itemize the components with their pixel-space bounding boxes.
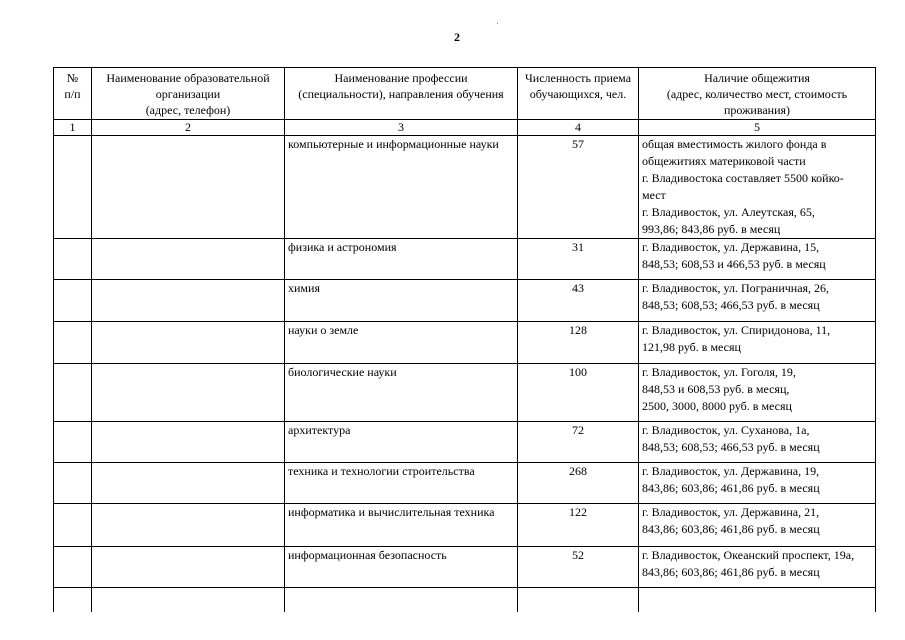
- row-number-cell: [54, 364, 92, 422]
- empty-cell: [92, 588, 285, 613]
- page-number: 2: [454, 30, 460, 44]
- organization-cell: [92, 364, 285, 422]
- count-cell: 128: [518, 322, 639, 364]
- organization-cell: [92, 422, 285, 463]
- header-number: № п/п: [54, 68, 92, 120]
- profession-cell: физика и астрономия: [285, 239, 518, 280]
- count-cell: 100: [518, 364, 639, 422]
- profession-cell: архитектура: [285, 422, 518, 463]
- count-cell: 43: [518, 280, 639, 322]
- row-number-cell: [54, 547, 92, 588]
- table-row: [54, 547, 876, 588]
- count-cell: 122: [518, 504, 639, 547]
- dormitory-cell: г. Владивосток, ул. Суханова, 1а, 848,53; 608,53; 466,53 руб. в месяц: [639, 422, 876, 463]
- column-number: 4: [518, 120, 639, 136]
- profession-cell: химия: [285, 280, 518, 322]
- organization-cell: [92, 280, 285, 322]
- profession-cell: биологические науки: [285, 364, 518, 422]
- scan-speck: [497, 23, 498, 24]
- count-cell: 52: [518, 547, 639, 588]
- empty-cell: [54, 588, 92, 613]
- dormitory-cell: г. Владивосток, ул. Державина, 21, 843,86; 603,86; 461,86 руб. в месяц: [639, 504, 876, 547]
- table-row: [54, 280, 876, 322]
- row-number-cell: [54, 280, 92, 322]
- table-row: [54, 239, 876, 280]
- organization-cell: [92, 463, 285, 504]
- table-row: [54, 463, 876, 504]
- count-cell: 72: [518, 422, 639, 463]
- header-organization: Наименование образовательной организации (адрес, телефон): [92, 68, 285, 120]
- column-number: 2: [92, 120, 285, 136]
- table-row: [54, 364, 876, 422]
- profession-cell: техника и технологии строительства: [285, 463, 518, 504]
- profession-cell: науки о земле: [285, 322, 518, 364]
- table-continuation-row: [54, 588, 876, 613]
- profession-cell: компьютерные и информационные науки: [285, 136, 518, 239]
- table-row: [54, 422, 876, 463]
- count-cell: 57: [518, 136, 639, 239]
- table-header-row: [54, 68, 876, 120]
- header-dormitory: Наличие общежития (адрес, количество мест, стоимость проживания): [639, 68, 876, 120]
- organization-cell: [92, 322, 285, 364]
- table-row: [54, 504, 876, 547]
- empty-cell: [639, 588, 876, 613]
- dormitory-cell: г. Владивосток, ул. Гоголя, 19, 848,53 и 608,53 руб. в месяц, 2500, 3000, 8000 руб. в месяц: [639, 364, 876, 422]
- header-count: Численность приема обучающихся, чел.: [518, 68, 639, 120]
- profession-cell: информационная безопасность: [285, 547, 518, 588]
- dormitory-cell: г. Владивосток, ул. Пограничная, 26, 848,53; 608,53; 466,53 руб. в месяц: [639, 280, 876, 322]
- header-profession: Наименование профессии (специальности), направления обучения: [285, 68, 518, 120]
- profession-cell: информатика и вычислительная техника: [285, 504, 518, 547]
- organization-cell: [92, 547, 285, 588]
- count-cell: 268: [518, 463, 639, 504]
- column-number: 5: [639, 120, 876, 136]
- empty-cell: [285, 588, 518, 613]
- row-number-cell: [54, 239, 92, 280]
- row-number-cell: [54, 322, 92, 364]
- column-number-row: [54, 120, 876, 136]
- column-number: 3: [285, 120, 518, 136]
- dormitory-cell: г. Владивосток, Океанский проспект, 19а, 843,86; 603,86; 461,86 руб. в месяц: [639, 547, 876, 588]
- organization-cell: [92, 136, 285, 239]
- dormitory-cell: г. Владивосток, ул. Державина, 19, 843,86; 603,86; 461,86 руб. в месяц: [639, 463, 876, 504]
- table-row: [54, 136, 876, 239]
- organization-cell: [92, 239, 285, 280]
- row-number-cell: [54, 463, 92, 504]
- dormitory-cell: г. Владивосток, ул. Державина, 15, 848,53; 608,53 и 466,53 руб. в месяц: [639, 239, 876, 280]
- table-row: [54, 322, 876, 364]
- row-number-cell: [54, 422, 92, 463]
- dormitory-cell: общая вместимость жилого фонда в общежитиях материковой части г. Владивостока составляет 5500 койко- мест г. Владивосток, ул. Алеутская, 65, 993,86; 843,86 руб. в месяц: [639, 136, 876, 239]
- row-number-cell: [54, 504, 92, 547]
- row-number-cell: [54, 136, 92, 239]
- admissions-table: [53, 67, 876, 612]
- dormitory-cell: г. Владивосток, ул. Спиридонова, 11, 121,98 руб. в месяц: [639, 322, 876, 364]
- column-number: 1: [54, 120, 92, 136]
- count-cell: 31: [518, 239, 639, 280]
- empty-cell: [518, 588, 639, 613]
- organization-cell: [92, 504, 285, 547]
